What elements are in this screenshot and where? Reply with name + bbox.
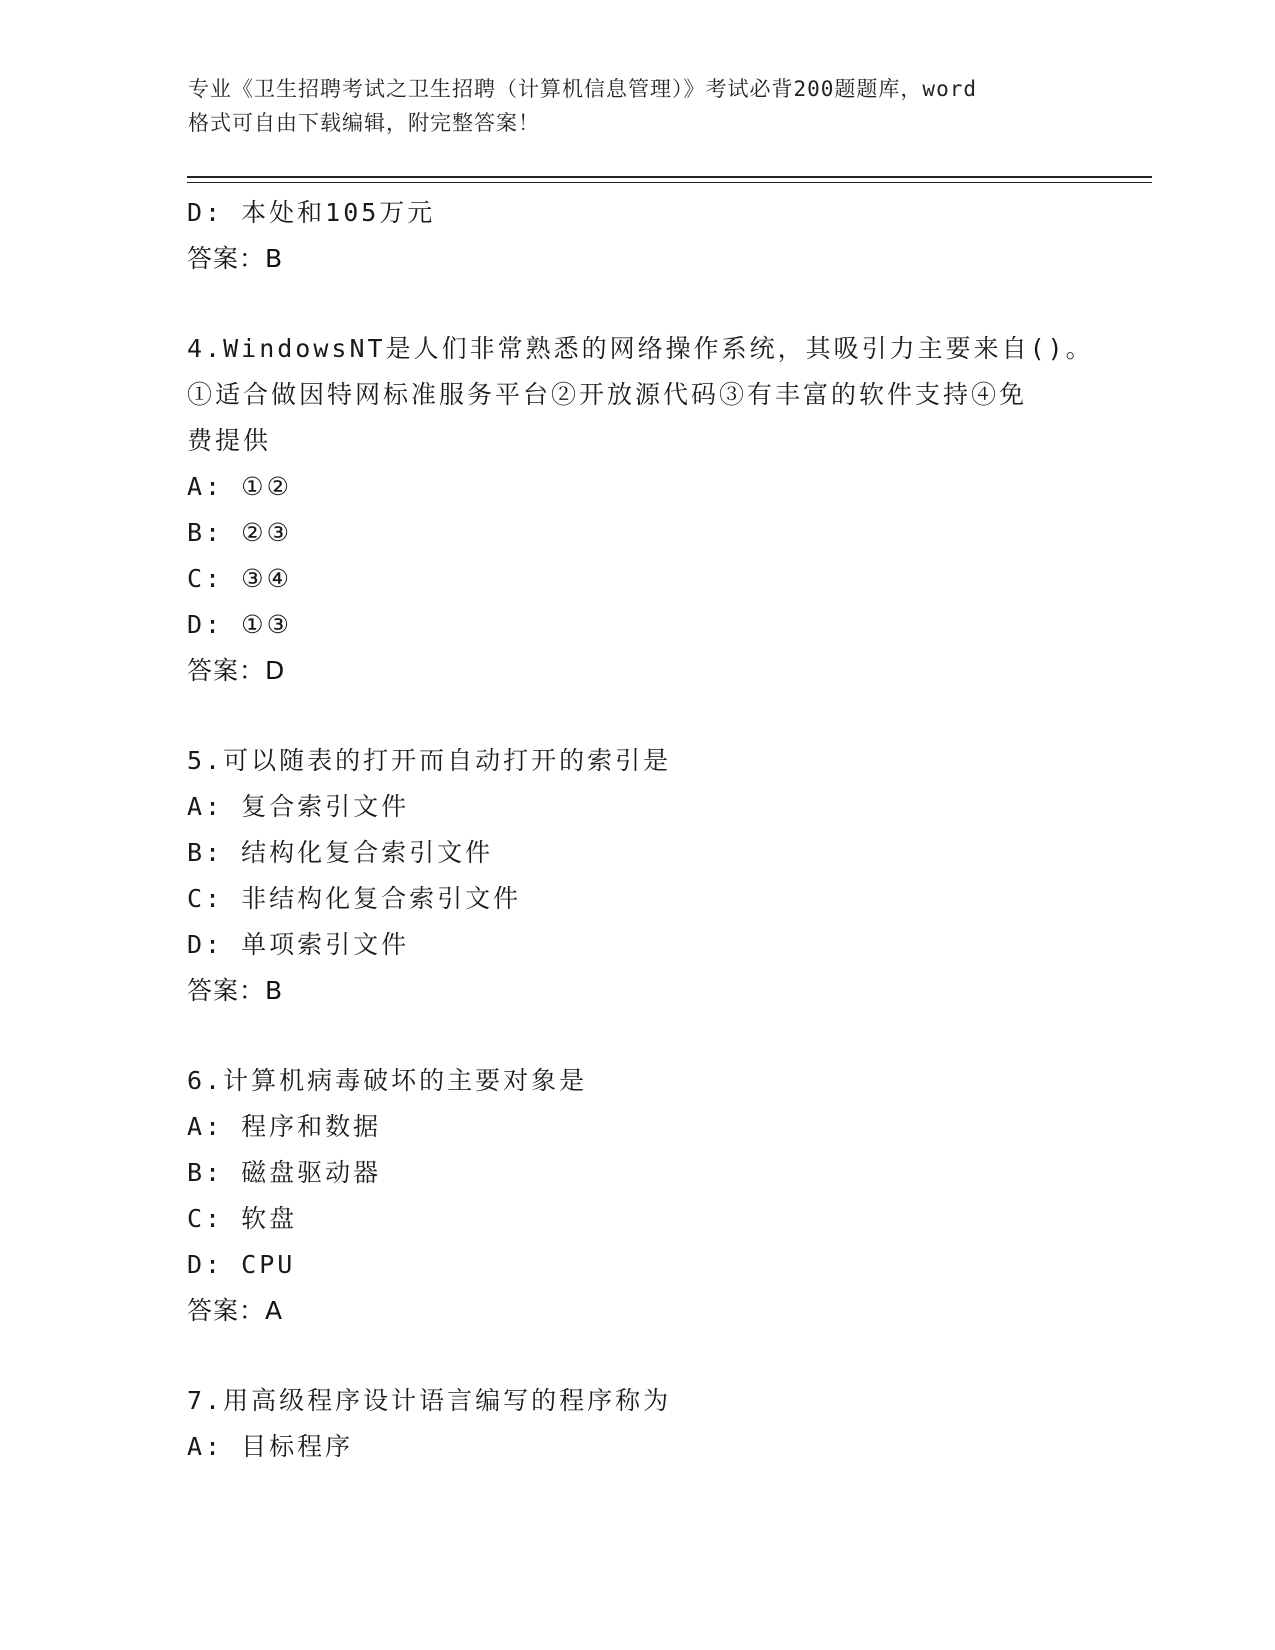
question-stem: 5.可以随表的打开而自动打开的索引是	[187, 746, 672, 775]
answer-line: 答案：A	[187, 1296, 284, 1325]
option-c: C: ③④	[187, 564, 292, 593]
option-d: D: ①③	[187, 610, 292, 639]
option-b: B: 结构化复合索引文件	[187, 838, 494, 867]
question-4	[187, 326, 1107, 694]
question-stem: 6.计算机病毒破坏的主要对象是	[187, 1066, 588, 1095]
answer-line: 答案：D	[187, 656, 286, 685]
option-a: A: 程序和数据	[187, 1112, 382, 1141]
header-title-line-1: 专业《卫生招聘考试之卫生招聘（计算机信息管理）》考试必背200题题库，word	[188, 77, 977, 101]
option-c: C: 软盘	[187, 1204, 298, 1233]
header-title-line-2: 格式可自由下载编辑，附完整答案！	[188, 111, 540, 135]
header-divider-thick	[187, 176, 1152, 178]
answer-line: 答案：B	[187, 244, 284, 273]
option-c: C: 非结构化复合索引文件	[187, 884, 522, 913]
option-b: B: ②③	[187, 518, 292, 547]
answer-line: 答案：B	[187, 976, 284, 1005]
question-stem-continued: ①适合做因特网标准服务平台②开放源代码③有丰富的软件支持④免	[187, 380, 1028, 409]
option-d: D: CPU	[187, 1250, 296, 1279]
option-a: A: 目标程序	[187, 1432, 354, 1461]
question-stem: 4.WindowsNT是人们非常熟悉的网络操作系统，其吸引力主要来自()。	[187, 334, 1094, 363]
previous-question-tail	[187, 190, 1107, 282]
question-stem: 7.用高级程序设计语言编写的程序称为	[187, 1386, 672, 1415]
question-6	[187, 1058, 1107, 1334]
option-a: A: ①②	[187, 472, 292, 501]
question-stem-continued: 费提供	[187, 426, 272, 455]
option-a: A: 复合索引文件	[187, 792, 410, 821]
question-list	[187, 190, 1107, 1470]
option-d: D: 单项索引文件	[187, 930, 410, 959]
question-5	[187, 738, 1107, 1014]
option-b: B: 磁盘驱动器	[187, 1158, 382, 1187]
header-divider-thin	[187, 182, 1152, 183]
option-d: D: 本处和105万元	[187, 198, 436, 227]
document-header	[188, 72, 1088, 140]
question-7	[187, 1378, 1107, 1470]
